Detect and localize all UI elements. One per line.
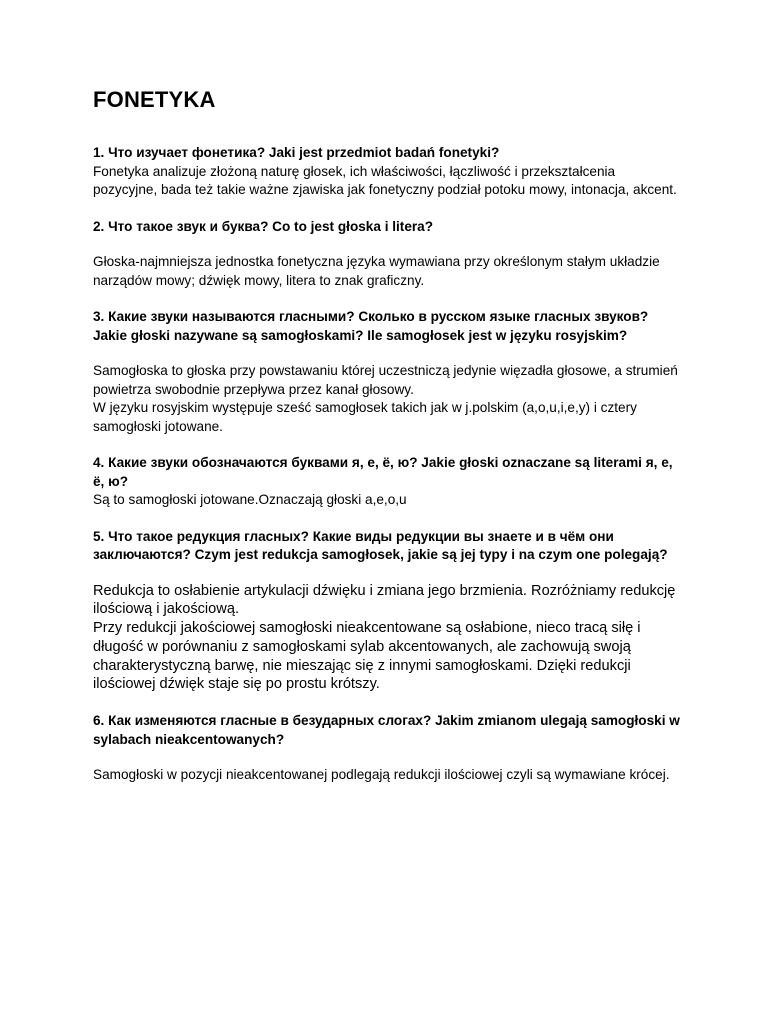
answer-3b: W języku rosyjskim występuje sześć samogłosek takich jak w j.polskim (a,o,u,i,e,y) i cztery samogłoski jotowane.	[93, 400, 637, 434]
answer-5a: Redukcja to osłabienie artykulacji dźwięku i zmiana jego brzmienia. Rozróżniamy redukcję ilościową i jakościową.	[93, 582, 676, 618]
answer-4: Są to samogłoski jotowane.Oznaczają głoski a,e,o,u	[93, 492, 407, 507]
document-page	[93, 86, 683, 785]
answer-5b: Przy redukcji jakościowej samogłoski nieakcentowane są osłabione, nieco tracą siłę i długość w porównaniu z samogłoskami sylab akcentowanych, ale zachowują swoją charakterystyczną barwę, nie mieszając się z innymi samogłoskami. Dzięki redukcji ilościowej dźwięk staje się po prostu krótszy.	[93, 620, 641, 693]
answer-6: Samogłoski w pozycji nieakcentowanej podlegają redukcji ilościowej czyli są wymawiane krócej.	[93, 767, 670, 783]
question-5: 5. Что такое редукция гласных? Какие виды редукции вы знаете и в чём они заключаются? Czym jest redukcja samogłosek, jakie są jej typy i na czym one polegają?	[93, 528, 668, 562]
question-6: 6. Как изменяются гласные в безударных слогах? Jakim zmianom ulegają samogłoski w sylabach nieakcentowanych?	[93, 713, 680, 747]
document-title: FONETYKA	[93, 87, 216, 112]
question-2: 2. Что такое звук и буква? Co to jest głoska i litera?	[93, 218, 434, 234]
question-3: 3. Какие звуки называются гласными? Сколько в русском языке гласных звуков? Jakie głoski nazywane są samogłoskami? Ile samogłosek jest w języku rosyjskim?	[93, 309, 649, 343]
question-4: 4. Какие звуки обозначаются буквами я, е, ё, ю? Jakie głoski oznaczane są literami я, е, ё, ю?	[93, 455, 673, 489]
question-1: 1. Что изучает фонетика? Jaki jest przedmiot badań fonetyki?	[93, 145, 500, 160]
answer-2: Głoska-najmniejsza jednostka fonetyczna języka wymawiana przy określonym stałym układzie narządów mowy; dźwięk mowy, litera to znak graficzny.	[93, 254, 660, 288]
answer-1: Fonetyka analizuje złożoną naturę głosek, ich właściwości, łączliwość i przekształcenia pozycyjne, bada też takie ważne zjawiska jak fonetyczny podział potoku mowy, intonacja, akcent.	[93, 163, 677, 197]
answer-3a: Samogłoska to głoska przy powstawaniu której uczestniczą jedynie więzadła głosowe, a strumień powietrza swobodnie przepływa przez kanał głosowy.	[93, 363, 678, 397]
